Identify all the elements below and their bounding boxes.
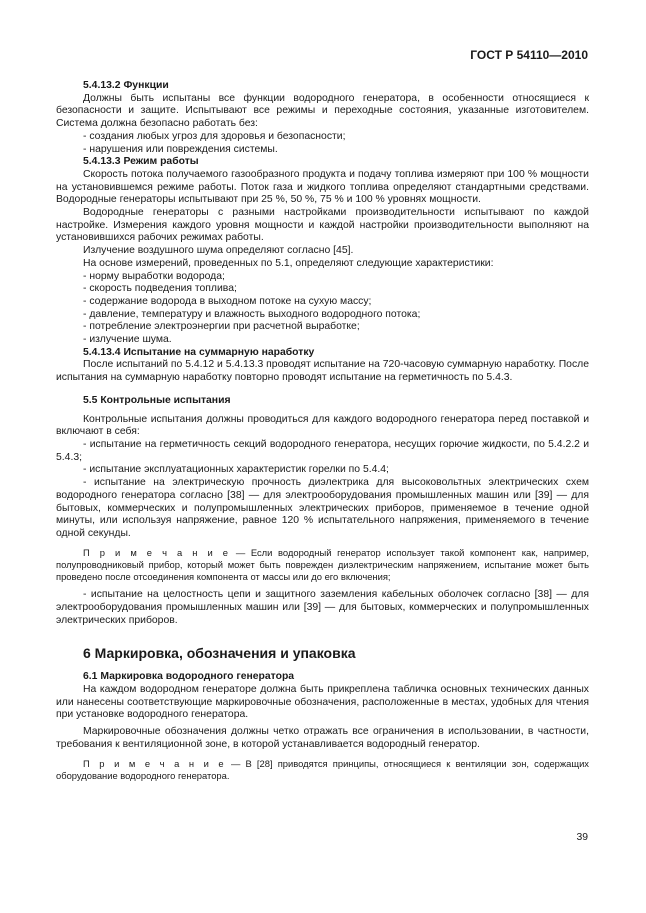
page-number: 39 xyxy=(576,832,588,843)
list-item: - испытание на электрическую прочность диэлектрика для высоковольтных электрических схем водородного генератора согласно [38] — для электрооборудования промышленных машин или [39] — для бытовых, коммерческих и полупромышленных электрических приборов, применяемое в течение одной минуты, или используя напряжение, равное 120 % испытательного напряжения, применяемого в течение одной секунды. xyxy=(56,477,589,539)
note xyxy=(56,547,589,584)
note-text: — Если водородный генератор использует такой компонент как, например, полупроводниковый прибор, который может быть поврежден диэлектрическим напряжением, испытание может быть проведено после отсоединения компонента от массы или до его включения; xyxy=(56,546,589,583)
paragraph: Излучение воздушного шума определяют согласно [45]. xyxy=(83,245,354,257)
document-id: ГОСТ Р 54110—2010 xyxy=(470,48,588,62)
section-heading-5-4-13-3: 5.4.13.3 Режим работы xyxy=(83,156,199,168)
paragraph: Скорость потока получаемого газообразного продукта и подачу топлива измеряют при 100 % мощности на установившемся режиме работы. Поток газа и жидкого топлива определяют стандартными средствами. Водородные генераторы испытывают при 25 %, 50 %, 75 % и 100 % уровнях мощности. xyxy=(56,168,589,206)
paragraph: На основе измерений, проведенных по 5.1, определяют следующие характеристики: xyxy=(83,257,494,269)
section-heading-5-5: 5.5 Контрольные испытания xyxy=(83,394,231,406)
list-item: - испытание на целостность цепи и защитного заземления кабельных оболочек согласно [38] — для электрооборудования промышленных машин или [39] — для бытовых, коммерческих и полупромышленных электрических приборов. xyxy=(56,589,589,626)
paragraph: Должны быть испытаны все функции водородного генератора, в особенности относящиеся к безопасности и защите. Испытывают все режимы и переходные состояния, указанные изготовителем. Система должна безопасно работать без: xyxy=(56,92,589,130)
paragraph: После испытаний по 5.4.12 и 5.4.13.3 проводят испытание на 720-часовую суммарную наработку. После испытания на суммарную наработку повторно проводят испытание на герметичность по 5.4.3. xyxy=(56,359,589,384)
list-item: - потребление электроэнергии при расчетной выработке; xyxy=(83,321,360,333)
paragraph: Маркировочные обозначения должны четко отражать все ограничения в использовании, в частности, требования к вентиляционной зоне, в которой устанавливается водородный генератор. xyxy=(56,726,589,750)
paragraph: Водородные генераторы с разными настройками производительности испытывают по каждой настройке. Измерения каждого уровня мощности и каждой настройки производительности выполняют на установившихся рабочих режимах работы. xyxy=(56,207,589,244)
note-text: — В [28] приводятся принципы, относящиеся к вентиляции зон, содержащих оборудование водородного генератора. xyxy=(56,757,589,781)
page-body xyxy=(56,80,589,782)
section-heading-5-4-13-2: 5.4.13.2 Функции xyxy=(83,80,169,91)
list-item: - испытание эксплуатационных характеристик горелки по 5.4.4; xyxy=(83,464,389,476)
note-label: П р и м е ч а н и е xyxy=(83,546,231,558)
chapter-heading-6: 6 Маркировка, обозначения и упаковка xyxy=(83,645,356,662)
section-heading-5-4-13-4: 5.4.13.4 Испытание на суммарную наработку xyxy=(83,346,315,358)
list-item: - нарушения или повреждения системы. xyxy=(83,143,278,155)
paragraph: Контрольные испытания должны проводиться для каждого водородного генератора перед поставкой и включают в себя: xyxy=(56,413,589,438)
note-label: П р и м е ч а н и е xyxy=(83,757,226,769)
list-item: - давление, температуру и влажность выходного водородного потока; xyxy=(83,308,421,320)
list-item: - испытание на герметичность секций водородного генератора, несущих горючие жидкости, по 5.4.2.2 и 5.4.3; xyxy=(56,438,589,463)
section-heading-6-1: 6.1 Маркировка водородного генератора xyxy=(83,671,295,683)
paragraph: На каждом водородном генераторе должна быть прикреплена табличка основных технических данных или нанесены соответствующие маркировочные обозначения, расположенные в местах, удобных для чтения при установке водородного генератора. xyxy=(56,684,589,721)
list-item: - содержание водорода в выходном потоке на сухую массу; xyxy=(83,295,372,307)
note xyxy=(56,758,589,782)
list-item: - норму выработки водорода; xyxy=(83,270,225,282)
list-item: - излучение шума. xyxy=(83,334,172,346)
list-item: - создания любых угроз для здоровья и безопасности; xyxy=(83,130,346,142)
list-item: - скорость подведения топлива; xyxy=(83,283,237,295)
